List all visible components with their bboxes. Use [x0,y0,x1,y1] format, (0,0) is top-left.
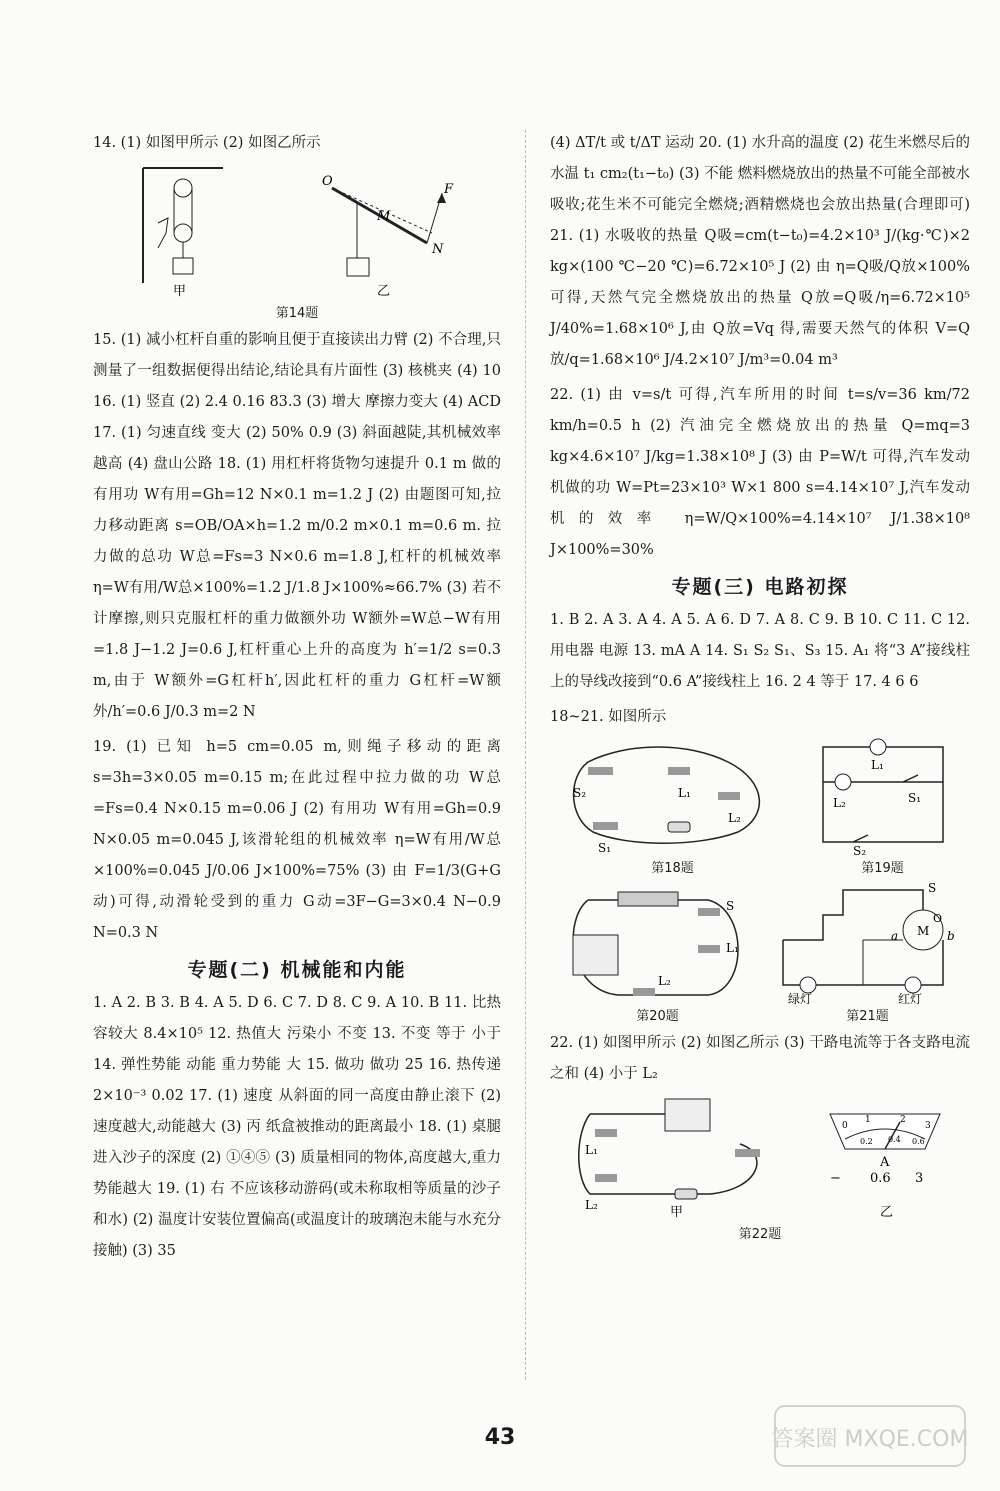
figure-20-caption: 第20题 [636,1009,679,1024]
fig22-label-jia: 甲 [670,1205,684,1219]
fig19-label-l1: L₁ [870,758,884,772]
figure-14-caption: 第14题 [275,306,319,321]
page-number: 43 [484,1425,516,1450]
circuit-20 [558,880,758,1005]
fig14-label-jia: 甲 [172,284,186,298]
ammeter-terminal-3: 3 [915,1171,924,1186]
figure-19-caption: 第19题 [861,861,904,876]
figure-22 [550,1094,970,1219]
section-3-title: 专题(三) 电路初探 [671,576,849,598]
fig18-label-l1: L₁ [677,786,691,800]
circuit-21 [773,880,963,1005]
figures-18-19 [550,737,970,876]
figure-20 [558,880,758,1024]
answer-q19: 19. (1) 已知 h=5 cm=0.05 m,则绳子移动的距离 s=3h=3×0.05 m=0.15 m;在此过程中拉力做的功 W总=Fs=0.4 N×0.15 m=0.06 J (2) 有用功 W有用=Gh=0.9 N×0.05 m=0.045 J,该滑轮组的机械效率 η=W有用/W总×100%=0.045 J/0.06 J×100%=75% (3) 由 F=1/3(G+G动)可得,动滑轮受到的重力 G动=3F−G=3×0.4 N−0.9 N=0.3 N [93,739,501,941]
left-column [93,128,501,1271]
section-2-title: 专题(二) 机械能和内能 [187,959,407,981]
fig21-label-a: a [890,929,898,943]
fig22-label-yi: 乙 [880,1205,894,1219]
answer-q14: 14. (1) 如图甲所示 (2) 如图乙所示 [93,135,321,151]
pulley-diagram [138,163,228,298]
fig21-green-lamp: 绿灯 [787,992,812,1005]
fig14-point-O: O [321,174,333,189]
answer-q18-21: 18~21. 如图所示 [550,709,667,725]
answer-q22-circuits: 22. (1) 如图甲所示 (2) 如图乙所示 (3) 干路电流等于各支路电流之和 (4) 小于 L₂ [550,1035,970,1082]
section-2-answers: 1. A 2. B 3. B 4. A 5. D 6. C 7. D 8. C 9. A 10. B 11. 比热容较大 8.4×10⁵ 12. 热值大 污染小 不变 13. 不变 等于 小于 14. 弹性势能 动能 重力势能 大 15. 做功 做功 25 16. 热传递 2×10⁻³ 0.02 17. (1) 速度 从斜面的同一高度由静止滚下 (2) 速度越大,动能越大 (3) 丙 纸盒被推动的距离最小 18. (1) 桌腿进入沙子的深度 (2) ①④⑤ (3) 质量相同的物体,高度越大,重力势能越大 19. (1) 右 不应该移动游码(或未称取相等质量的沙子和水) (2) 温度计安装位置偏高(或温度计的玻璃泡未能与水充分接触) (3) 35 [93,995,501,1259]
ammeter-terminal-minus: − [830,1171,841,1186]
ammeter-terminal-06: 0.6 [870,1171,891,1186]
fig18-label-s2: S₂ [572,786,586,800]
fig18-label-s1: S₁ [597,841,611,855]
fig21-label-o: O [932,912,942,925]
column-divider [525,130,526,1380]
fig20-label-s: S [725,899,734,913]
right-column [550,128,970,1242]
ammeter-tick-06: 0.6 [912,1137,925,1146]
figure-18-caption: 第18题 [651,861,694,876]
fig20-label-l2: L₂ [657,974,671,988]
circuit-19 [813,737,953,857]
fig18-label-l2: L₂ [727,811,741,825]
fig21-label-m: M [916,924,929,938]
fig19-label-l2: L₂ [832,796,846,810]
ammeter-unit: A [880,1155,890,1170]
fig21-red-lamp: 红灯 [897,992,922,1005]
fig14-point-F: F [443,182,453,197]
answer-q15-18: 15. (1) 减小杠杆自重的影响且便于直接读出力臂 (2) 不合理,只测量了一组数据便得出结论,结论具有片面性 (3) 核桃夹 (4) 10 16. (1) 竖直 (2) 2.4 0.16 83.3 (3) 增大 摩擦力变大 (4) ACD 17. (1) 匀速直线 变大 (2) 50% 0.9 (3) 斜面越陡,其机械效率越高 (4) 盘山公路 18. (1) 用杠杆将货物匀速提升 0.1 m 做的有用功 W有用=Gh=12 N×0.1 m=1.2 J (2) 由题图可知,拉力移动距离 s=OB/OA×h=1.2 m/0.2 m×0.1 m=0.6 m. 拉力做的总功 W总=Fs=3 N×0.6 m=1.8 J,杠杆的机械效率 η=W有用/W总×100%=1.2 J/1.8 J×100%≈66.7% (3) 若不计摩擦,则只克服杠杆的重力做额外功 W额外=W总−W有用=1.8 J−1.2 J=0.6 J,杠杆重心上升的高度为 h′=1/2 s=0.3 m,由于 W额外=G杠杆h′,因此杠杆的重力 G杠杆=W额外/h′=0.6 J/0.3 m=2 N [93,332,501,720]
ammeter-tick-04: 0.4 [888,1135,901,1144]
ammeter-tick-3: 3 [925,1121,931,1131]
figure-14 [93,163,501,298]
figure-14-yi [317,163,457,298]
circuit-18 [568,737,778,857]
figure-14-jia [138,163,228,298]
fig21-label-s: S [927,881,936,895]
section-3-answers: 1. B 2. A 3. A 4. A 5. A 6. D 7. A 8. C 9. B 10. C 11. C 12. 用电器 电源 13. mA A 14. S₁ S₂ S₁、S₃ 15. A₁ 将“3 A”接线柱上的导线改接到“0.6 A”接线柱上 16. 2 4 等于 17. 4 6 6 [550,612,970,690]
fig20-label-l1: L₁ [725,941,739,955]
figure-22-yi [820,1094,950,1219]
figure-21-caption: 第21题 [846,1009,889,1024]
figure-19 [813,737,953,876]
fig19-label-s1: S₁ [907,791,921,805]
fig14-point-N: N [431,242,443,257]
fig22-label-l1: L₁ [585,1143,598,1157]
ammeter-diagram [820,1094,950,1219]
figure-22-caption: 第22题 [738,1227,782,1242]
fig14-label-yi: 乙 [376,284,390,298]
fig22-label-l2: L₂ [585,1198,598,1212]
lever-diagram [317,163,457,298]
watermark-logo [770,1401,970,1471]
figure-18 [568,737,778,876]
ammeter-tick-1: 1 [865,1115,871,1125]
watermark-text: 答案圈 MXQE.COM [771,1427,969,1452]
answer-q20-21: (4) ΔT/t 或 t/ΔT 运动 20. (1) 水升高的温度 (2) 花生米燃尽后的水温 t₁ cm₂(t₁−t₀) (3) 不能 燃料燃烧放出的热量不可能全部被水吸收;花生米不可能完全燃烧;酒精燃烧也会放出热量(合理即可) 21. (1) 水吸收的热量 Q吸=cm(t−t₀)=4.2×10³ J/(kg·℃)×2 kg×(100 ℃−20 ℃)=6.72×10⁵ J (2) 由 η=Q吸/Q放×100%可得,天然气完全燃烧放出的热量 Q放=Q吸/η=6.72×10⁵ J/40%=1.68×10⁶ J,由 Q放=Vq 得,需要天然气的体积 V=Q放/q=1.68×10⁶ J/4.2×10⁷ J/m³=0.04 m³ [550,135,970,368]
fig21-label-b: b [946,929,955,943]
circuit-22 [570,1094,780,1219]
figure-22-jia [570,1094,780,1219]
figure-21 [773,880,963,1024]
figures-20-21 [550,880,970,1024]
ammeter-tick-0: 0 [842,1121,848,1131]
ammeter-tick-2: 2 [900,1115,906,1125]
answer-q22: 22. (1) 由 v=s/t 可得,汽车所用的时间 t=s/v=36 km/72 km/h=0.5 h (2) 汽油完全燃烧放出的热量 Q=mq=3 kg×4.6×10⁷ J/kg=1.38×10⁸ J (3) 由 P=W/t 可得,汽车发动机做的功 W=Pt=23×10³ W×1 800 s=4.14×10⁷ J,汽车发动机的效率 η=W/Q×100%=4.14×10⁷ J/1.38×10⁸ J×100%=30% [550,387,970,558]
fig14-point-M: M [376,209,390,224]
ammeter-tick-02: 0.2 [860,1137,873,1146]
fig19-label-s2: S₂ [852,844,866,857]
